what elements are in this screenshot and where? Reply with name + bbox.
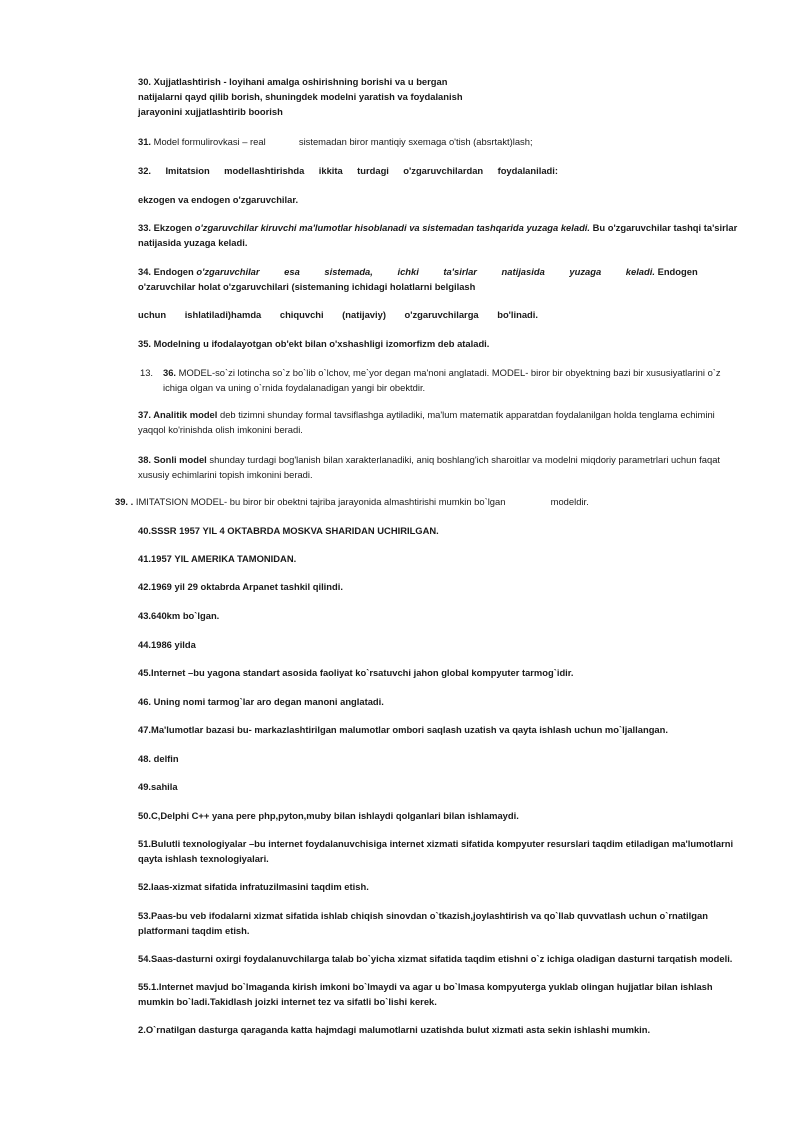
item-42: 42.1969 yil 29 oktabrda Arpanet tashkil qilindi. — [138, 581, 343, 592]
item-52: 52.Iaas-xizmat sifatida infratuzilmasini taqdim etish. — [138, 881, 369, 892]
item-39 — [115, 494, 745, 509]
item-39-text-b: modeldir. — [550, 496, 589, 507]
item-34-line-3: uchun ishlatiladi)hamda chiquvchi (natijaviy) o'zgaruvchilarga bo'linadi. — [138, 309, 538, 320]
item-32-line-2: ekzogen va endogen o'zgaruvchilar. — [138, 194, 299, 205]
item-32-line-1: 32. Imitatsion modellashtirishda ikkita turdagi o'zgaruvchilardan foydalaniladi: — [138, 165, 558, 176]
item-36-list-marker: 13. — [140, 367, 154, 378]
item-48: 48. delfin — [138, 753, 179, 764]
item-53: 53.Paas-bu veb ifodalarni xizmat sifatida ishlab chiqish sinovdan o`tkazish,joylashtirish va qo`llab quvvatlash uchun o`rnatilgan platformani taqdim etish. — [138, 910, 708, 936]
item-33-rest: Bu o'zgaruvchilar tashqi ta'sirlar natijasida yuzaga keladi. — [138, 222, 738, 248]
item-34 — [138, 264, 743, 294]
item-39-text-a: IMITATSION MODEL- bu biror bir obektni tajriba jarayonida almashtirishi mumkin bo`lgan — [135, 496, 506, 507]
item-33-italic: o'zgaruvchilar kiruvchi ma'lumotlar hisoblanadi va sistemadan tashqarida yuzaga keladi. — [194, 222, 591, 233]
item-36 — [163, 365, 743, 395]
item-54: 54.Saas-dasturni oxirgi foydalanuvchilarga talab bo`yicha xizmat sifatida taqdim etishni o`z ichiga oladigan dasturni tarqatish modeli. — [138, 953, 733, 964]
item-34-rest: Endogen o'zaruvchilar holat o'zgaruvchilari (sistemaning ichidagi holatlarni belgilash — [138, 266, 698, 292]
item-51: 51.Bulutli texnologiyalar –bu internet foydalanuvchisiga internet xizmati sifatida kompyuter resurslari taqdim etiladigan ma'lumotlarni qayta ishlash texnologiyalari. — [138, 838, 734, 864]
item-31-text-b: sistemadan biror mantiqiy sxemaga o'tish (absrtakt)lash; — [298, 136, 533, 147]
item-43: 43.640km bo`lgan. — [138, 610, 220, 621]
item-33-number: 33. Ekzogen — [138, 222, 193, 233]
item-44: 44.1986 yilda — [138, 639, 196, 650]
item-39-number: 39. . — [115, 496, 134, 507]
item-45: 45.Internet –bu yagona standart asosida faoliyat ko`rsatuvchi jahon global kompyuter tarmog`idir. — [138, 667, 574, 678]
item-31-number: 31. — [138, 136, 152, 147]
item-47: 47.Ma'lumotlar bazasi bu- markazlashtirilgan malumotlar ombori saqlash uzatish va qayta ishlash uchun mo`ljallangan. — [138, 724, 668, 735]
item-55-2: 2.O`rnatilgan dasturga qaraganda katta hajmdagi malumotlarni uzatishda bulut xizmati asta sekin ishlashi mumkin. — [138, 1024, 651, 1035]
item-37-text: deb tizimni shunday formal tavsiflashga aytiladiki, ma'lum matematik apparatdan foydalanilgan holda tenglama echimini yaqqol ko'rinishda olish imkonini beradi. — [138, 409, 715, 435]
item-38 — [138, 452, 743, 482]
item-46: 46. Uning nomi tarmog`lar aro degan manoni anglatadi. — [138, 696, 384, 707]
item-30: 30. Xujjatlashtirish - loyihani amalga oshirishning borishi va u bergan natijalarni qayd qilib borish, shuningdek modelni yaratish va foydalanish jarayonini xujjatlashtirib boorish — [138, 76, 463, 117]
item-31-text-a: Model formulirovkasi – real — [153, 136, 266, 147]
item-37-heading: 37. Analitik model — [138, 409, 218, 420]
item-34-italic: o'zgaruvchilar esa sistemada, ichki ta'sirlar natijasida yuzaga keladi. — [196, 266, 655, 277]
item-49: 49.sahila — [138, 781, 178, 792]
item-37 — [138, 407, 743, 437]
item-33 — [138, 220, 743, 250]
item-55: 55.1.Internet mavjud bo`lmaganda kirish imkoni bo`lmaydi va agar u bo`lmasa kompyuterga yuklab olingan hujjatlar bilan ishlash mumkin bo`ladi.Takidlash joizki internet tez va sifatli bo`lishi kerek. — [138, 981, 713, 1007]
item-50: 50.C,Delphi C++ yana pere php,pyton,muby bilan ishlaydi qolganlari bilan ishlamaydi. — [138, 810, 519, 821]
item-35: 35. Modelning u ifodalayotgan ob'ekt bilan o'xshashligi izomorfizm deb ataladi. — [138, 338, 490, 349]
item-38-heading: 38. Sonli model — [138, 454, 207, 465]
item-41: 41.1957 YIL AMERIKA TAMONIDAN. — [138, 553, 297, 564]
item-34-number: 34. Endogen — [138, 266, 194, 277]
item-36-number: 36. — [163, 367, 177, 378]
item-36-text: MODEL-so`zi lotincha so`z bo`lib o`lchov, me`yor degan ma'noni anglatadi. MODEL- biror bir obyektning bazi bir xususiyatlarini o`z ichiga olgan va uning o`rnida foydalanadigan yangi bir obektdir. — [163, 367, 721, 393]
item-40: 40.SSSR 1957 YIL 4 OKTABRDA MOSKVA SHARIDAN UCHIRILGAN. — [138, 525, 439, 536]
item-31 — [138, 134, 743, 149]
item-38-text: shunday turdagi bog'lanish bilan xarakterlanadiki, aniq boshlang'ich sharoitlar va modelni miqdoriy parametrlari uchun faqat xususiy echimlarini topish imkonini beradi. — [138, 454, 721, 480]
